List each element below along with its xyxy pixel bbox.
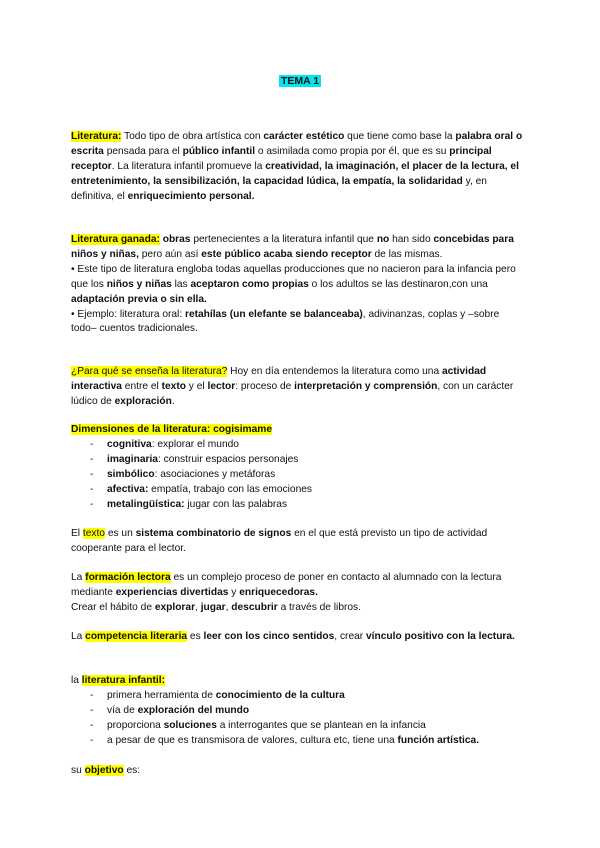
paragraph-objetivo — [71, 764, 527, 779]
text-run: primera herramienta de — [107, 689, 216, 701]
paragraph-para-que — [71, 365, 527, 410]
text-run: El — [71, 528, 83, 539]
text-run: vía de — [107, 704, 138, 716]
text-run: jugar con las palabras — [184, 498, 288, 510]
term-literatura-infantil: literatura infantil: — [81, 675, 165, 686]
paragraph-competencia-literaria — [71, 630, 527, 645]
text-run: soluciones — [163, 719, 217, 731]
list-item — [71, 438, 527, 453]
text-run: • Ejemplo: literatura oral: — [71, 308, 185, 320]
text-run: este público acaba siendo receptor — [201, 248, 372, 260]
text-run: y, en definitiva, el — [71, 175, 487, 202]
term-texto: texto — [82, 528, 105, 539]
text-run: es un — [104, 528, 136, 539]
text-run: leer con los cinco sentidos — [203, 631, 335, 642]
paragraph-literatura-ganada — [71, 233, 527, 337]
text-run: texto — [161, 380, 186, 392]
text-run: de las mismas. — [371, 248, 443, 260]
text-run: , — [195, 601, 201, 613]
dimensiones-heading: Dimensiones de la literatura: cogisimame — [71, 424, 272, 435]
list-item — [71, 689, 527, 704]
text-run: y el — [185, 380, 208, 392]
text-run: sistema combinatorio de signos — [135, 528, 292, 539]
text-run: imaginaria — [107, 453, 158, 465]
text-run: principal receptor — [71, 145, 492, 172]
text-run: , adivinanzas, coplas y –sobre todo– cuentos tradicionales. — [71, 308, 500, 335]
text-run: actividad interactiva — [71, 366, 487, 392]
text-run: creatividad, la imaginación, el placer de la lectura, el entretenimiento, la sensibilización, la capacidad lúdica, la empatía, la solidaridad — [71, 160, 519, 187]
text-run: , con un carácter lúdico de — [71, 380, 514, 407]
list-item — [71, 468, 527, 483]
text-run: las — [171, 278, 191, 290]
term-objetivo: objetivo — [84, 765, 124, 776]
text-run: carácter estético — [263, 131, 345, 142]
text-run: retahílas (un elefante se balanceaba) — [184, 308, 363, 320]
list-item — [71, 704, 527, 719]
paragraph-literatura — [71, 130, 527, 205]
text-run: proporciona — [107, 719, 164, 731]
text-run: • Este tipo de literatura engloba todas aquellas producciones que no nacieron para la infancia pero que los — [71, 263, 516, 290]
text-run: La — [71, 572, 86, 583]
text-run: . La literatura infantil promueve la — [111, 160, 266, 172]
text-run: : construir espacios personajes — [157, 453, 299, 465]
text-run: función artística. — [397, 734, 480, 746]
text-run: empatía, trabajo con las emociones — [148, 483, 313, 495]
text-run: exploración — [114, 395, 172, 407]
text-run: , — [225, 601, 232, 613]
question-highlight: ¿Para qué se enseña la literatura? — [71, 366, 228, 377]
paragraph-formacion-lectora — [71, 571, 527, 616]
page-title — [0, 74, 600, 89]
text-run: exploración del mundo — [137, 704, 250, 716]
text-run: enriquecimiento personal. — [127, 190, 255, 202]
text-run: y — [228, 586, 240, 598]
term-competencia-literaria: competencia literaria — [85, 631, 188, 642]
text-run: , crear — [334, 631, 366, 642]
text-run: lector — [207, 380, 236, 392]
text-run: : explorar el mundo — [151, 438, 239, 450]
text-run: : proceso de — [235, 380, 295, 392]
text-run: La — [71, 631, 86, 642]
text-run: interpretación y comprensión — [294, 380, 438, 392]
paragraph-texto — [71, 527, 527, 557]
list-item — [71, 734, 527, 749]
text-run: niños y niñas — [106, 278, 172, 290]
text-run: afectiva: — [107, 483, 149, 495]
literatura-infantil-list — [71, 689, 527, 749]
text-run: simbólico — [107, 468, 155, 480]
text-run: jugar — [200, 601, 226, 613]
text-run: Crear el hábito de — [71, 601, 155, 613]
text-run: entre el — [121, 380, 162, 392]
text-run: concebidas para niños y niñas, — [71, 234, 514, 260]
text-run: aceptaron como propias — [190, 278, 309, 290]
text-run: explorar — [154, 601, 196, 613]
text-run: su — [71, 765, 85, 776]
text-run: cognitiva — [107, 438, 152, 450]
text-run: a interrogantes que se plantean en la infancia — [216, 719, 426, 731]
text-run: han sido — [389, 234, 434, 245]
text-run: o los adultos se las destinaron,con una — [308, 278, 488, 290]
text-run: adaptación previa o sin ella. — [71, 293, 207, 305]
text-run: obras — [162, 234, 191, 245]
list-item — [71, 453, 527, 468]
term-formacion-lectora: formación lectora — [85, 572, 171, 583]
text-run: en el que está previsto un tipo de actividad cooperante para el lector. — [71, 528, 488, 554]
text-run: es: — [123, 765, 141, 776]
text-run: es un complejo proceso de poner en contacto al alumnado con la lectura mediante — [71, 572, 502, 598]
term-literatura-ganada: Literatura ganada: — [71, 234, 160, 245]
dimensiones-list — [71, 438, 527, 513]
term-literatura: Literatura: — [71, 131, 122, 142]
text-run: metalingüística: — [107, 498, 185, 510]
text-run: que tiene como base la — [344, 131, 456, 142]
text-run: palabra oral o escrita — [71, 131, 523, 157]
list-item — [71, 719, 527, 734]
text-run: descubrir — [231, 601, 278, 613]
text-run: público infantil — [182, 145, 256, 157]
text-run: a través de libros. — [277, 601, 361, 613]
list-item — [71, 498, 527, 513]
text-run: experiencias divertidas — [115, 586, 229, 598]
text-run: pero aún así — [138, 248, 202, 260]
text-run: a pesar de que es transmisora de valores, cultura etc, tiene una — [107, 734, 398, 746]
text-run: . — [171, 395, 175, 407]
text-run: : asociaciones y metáforas — [154, 468, 276, 480]
text-run: Hoy en día entendemos la literatura como una — [227, 366, 442, 377]
text-run: no — [376, 234, 390, 245]
text-run: es — [187, 631, 204, 642]
text-run: o asimilada como propia por él, que es su — [255, 145, 450, 157]
text-run: TEMA 1 — [280, 75, 320, 87]
text-run: vínculo positivo con la lectura. — [366, 631, 515, 642]
text-run: pertenecientes a la literatura infantil que — [190, 234, 377, 245]
text-run: la — [71, 675, 82, 686]
list-item — [71, 483, 527, 498]
text-run: pensada para el — [103, 145, 183, 157]
text-run: enriquecedoras. — [239, 586, 318, 598]
section-literatura-infantil — [71, 674, 527, 749]
text-run: Todo tipo de obra artística con — [121, 131, 264, 142]
section-dimensiones — [71, 423, 527, 512]
text-run: conocimiento de la cultura — [215, 689, 345, 701]
